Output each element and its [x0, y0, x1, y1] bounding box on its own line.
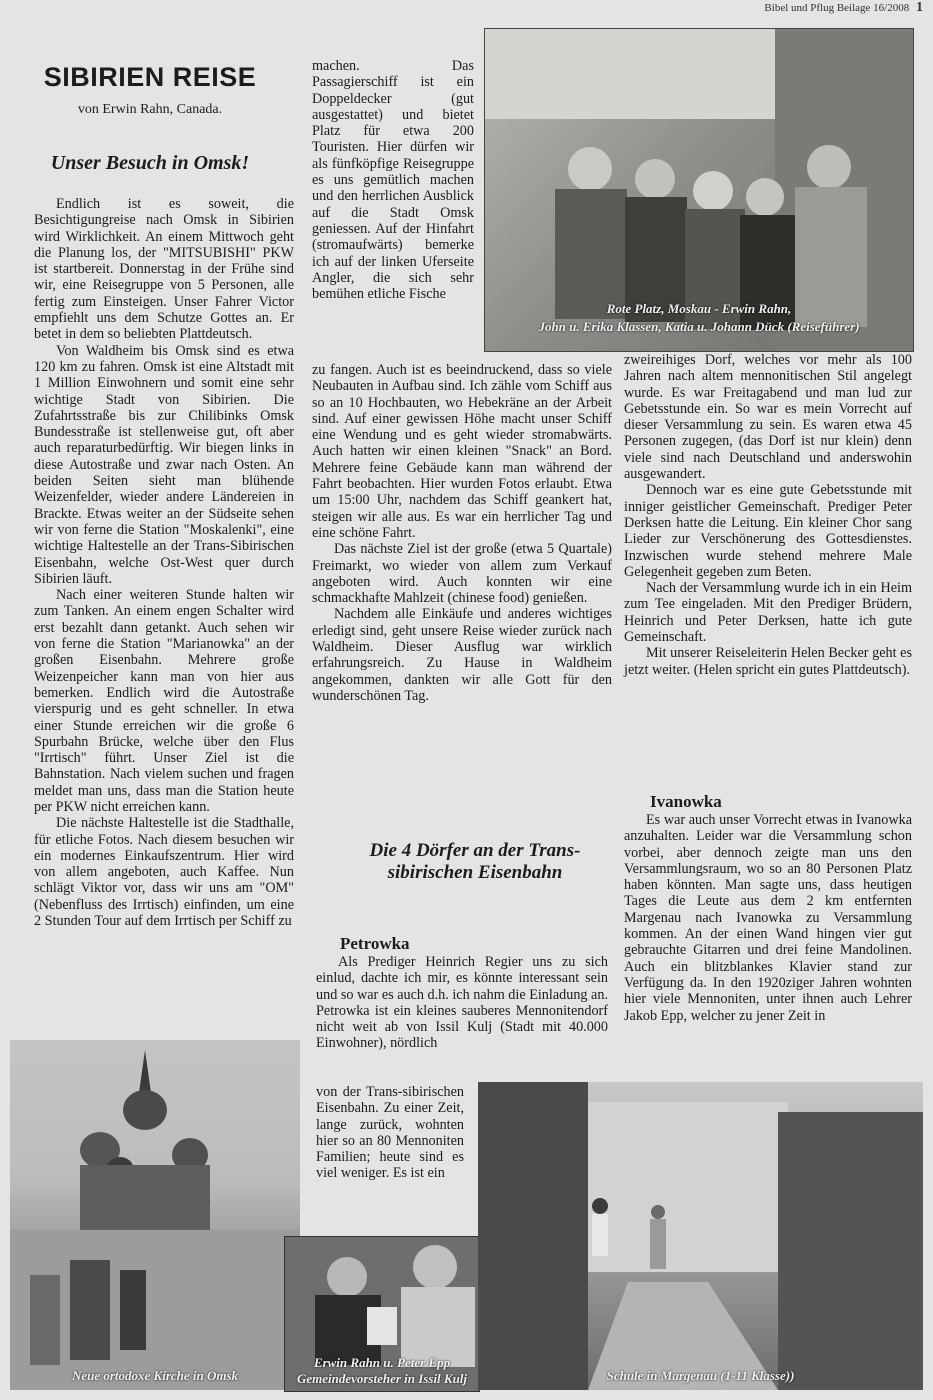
publication-name: Bibel und Pflug Beilage 16/2008 [764, 2, 910, 14]
paragraph: Die nächste Haltestelle ist die Stadthalle, für etliche Fotos. Nach diesem besuchen wir ein modernes Einkaufszentrum. Hier wird von allem angeboten, auch Kaffee. Nun schlägt Viktor vor, dass wir uns am "OM" (Nebenfluss des Irrtisch) einfinden, um eine 2 Stunden Tour auf dem Irrtisch per Schiff zu [34, 815, 294, 930]
heading-ivanowka: Ivanowka [650, 792, 722, 811]
petrowka-text-b [316, 1084, 464, 1182]
article-title: SIBIRIEN REISE [43, 62, 257, 92]
church-photo-shapes [10, 1040, 300, 1390]
paragraph: von der Trans-sibirischen Eisenbahn. Zu einer Zeit, lange zurück, wohnten hier so an 80 Mennoniten Familien; heute sind es viel weniger. Es ist ein [316, 1084, 464, 1182]
moscow-caption-line-1: Rote Platz, Moskau - Erwin Rahn, [606, 301, 792, 316]
article-byline: von Erwin Rahn, Canada. [77, 102, 223, 117]
paragraph: Es war auch unser Vorrecht etwas in Ivanowka anzuhalten. Leider war die Versammlung schon vorbei, aber dennoch zeigte man uns den Versammlungsraum, wo so an 80 Personen Platz haben könnten. Man sagte uns, dass heutigen Tages die Leute aus dem 2 km entfernten Margenau nach Ivanowka zu Versammlung kommen. An der einen Wand hingen vier gut gebrauchte Gitarren und drei feine Mandolinen. Auch ein blitzblankes Klavier stand zur Verfügung da. In den 1920ziger Jahren wohnten hier viele Mennoniten, unter ihnen auch Lehrer Jakob Epp, welcher zu jener Zeit in [624, 812, 912, 1024]
page-number: 1 [916, 0, 923, 15]
paragraph: Als Prediger Heinrich Regier uns zu sich einlud, dachte ich mir, es könnte interessant sein und so war es auch d.h. ich nahm die Einladung an. Petrowka ist ein kleines sauberes Mennonitendorf nicht weit ab von Issil Kulj (Stadt mit 40.000 Einwohner), nördlich [316, 954, 608, 1052]
column-2-middle [312, 362, 612, 704]
section-heading-omsk: Unser Besuch in Omsk! [50, 152, 250, 174]
page-header [764, 0, 923, 16]
paragraph: Endlich ist es soweit, die Besichtigungreise nach Omsk in Sibirien wird Wirklichkeit. An einem Mittwoch geht die Planung los, der "MITSUBISHI" PKW ist startbereit. Donnerstag in der Frühe sind wir, eine Reisegruppe von 5 Personen, alle fertig zum Einsteigen. Unser Fahrer Victor empfiehlt uns dem Schutze Gottes an. Er betet in dem so beliebten Plattdeutsch. [34, 196, 294, 343]
heading-petrowka: Petrowka [340, 934, 410, 953]
moscow-group-photo [484, 28, 914, 352]
section-heading-villages: Die 4 Dörfer an der Trans-sibirischen Eisenbahn [369, 840, 581, 883]
paragraph: zweireihiges Dorf, welches vor mehr als 100 Jahren nach altem mennonitischen Stil angelegt wurde. Es war Freitagabend und man lud zur Gebetsstunde ein. So war es mein Vorrecht auf dieser Versammlung zu sein. Es waren etwa 45 Personen zugegen, (das Dorf ist nur klein) denn viele sind nach Deutschland und anderswohin ausgewandert. [624, 352, 912, 483]
paragraph: Dennoch war es eine gute Gebetsstunde mit inniger geistlicher Gemeinschaft. Prediger Peter Derksen hatte die Leitung. Ein kleiner Chor sang Lieder zur Verschönerung des Gottesdienstes. Inzwischen wurde stehend mehrere Male Gelegenheit gegeben zum Beten. [624, 482, 912, 580]
paragraph: Mit unserer Reiseleiterin Helen Becker geht es jetzt weiter. (Helen spricht ein gutes Plattdeutsch). [624, 645, 912, 678]
epp-caption-line-1: Erwin Rahn u. Peter Epp [313, 1355, 451, 1370]
epp-photo [284, 1236, 480, 1392]
epp-caption-line-2: Gemeindevorsteher in Issil Kulj [296, 1371, 468, 1386]
paragraph: Das nächste Ziel ist der große (etwa 5 Quartale) Freimarkt, wo wieder von allem zum Verkauf angeboten wird. Auch konnten wir eine schmackhafte Mahlzeit (chinese food) genießen. [312, 541, 612, 607]
school-caption: Schule in Margenau (1-11 Klasse)) [606, 1368, 795, 1383]
paragraph: zu fangen. Auch ist es beeindruckend, dass so viele Neubauten in Aufbau sind. Ich zähle vom Schiff aus so an 10 Hochbauten, wo Hebekräne an der Arbeit sind. Auf einer gewissen Höhe macht unser Schiff eine Wendung und es geht wieder stromabwärts. Auch hatten wir einen kleinen "Snack" an Bord. Mehrere feine Gebäude kann man während der Fahrt beobachten. Hier wurden Fotos erlaubt. Etwa um 15:00 Uhr, nachdem das Schiff geankert hat, steigen wir alle aus. Es war ein herrlicher Tag und eine schöne Fahrt. [312, 362, 612, 541]
moscow-caption-line-2: John u. Erika Klassen, Katia u. Johann Dück (Reiseführer) [538, 319, 860, 334]
column-3 [624, 352, 912, 678]
paragraph: Nachdem alle Einkäufe und anderes wichtiges erledigt sind, geht unsere Reise wieder zurück nach Waldheim. Dieser Ausflug war wirklich erfahrungsreich. Zu Hause in Waldheim angekommen, dankten wir alle Gott für den wunderschönen Tag. [312, 606, 612, 704]
school-photo-shapes [478, 1082, 923, 1390]
church-photo [10, 1040, 300, 1390]
column-1 [34, 196, 294, 929]
paragraph: machen. Das Passagierschiff ist ein Doppeldecker (gut ausgestattet) und bietet Platz für etwa 200 Touristen. Hier dürfen wir als fünfköpfige Reisegruppe es uns gemütlich machen und den herrlichen Ausblick auf die Stadt Omsk geniessen. Auf der Hinfahrt (stromaufwärts) bemerke ich auf der linken Uferseite Angler, die sich sehr bemühen etliche Fische [312, 58, 474, 303]
ivanowka-text [624, 812, 912, 1024]
church-caption: Neue ortodoxe Kirche in Omsk [71, 1368, 239, 1383]
paragraph: Von Waldheim bis Omsk sind es etwa 120 km zu fahren. Omsk ist eine Altstadt mit 1 Million Einwohnern und somit eine sehr wichtige Stadt von Sibirien. Die Zufahrtsstraße bis zur Chilibinks Omsk Bundesstraße ist stellenweise gut, oft aber auch reparaturbedürftig. Wir biegen links in diese Autostraße und zwar nach Osten. An beiden Seiten sieht man blühende Weizenfelder, wieder andere Ländereien in Brackte. Etwas weiter an der Südseite sehen wir von ferne die Station "Moskalenki", eine wichtige Haltestelle an der Trans-Sibirischen Eisenbahn, welche Ost-West quer durch Sibirien läuft. [34, 342, 294, 587]
column-2-top [312, 58, 474, 302]
paragraph: Nach einer weiteren Stunde halten wir zum Tanken. An einem engen Schalter wird erst bezahlt dann getankt. Auch sehen wir von ferne die Station "Marianowka" an der großen Eisenbahn. Mehrere große Weizenpeicher kann man von hier aus bemerken. Endlich wird die Autostraße vierspurig und es geht schneller. In etwa einer Stunde erreichen wir die große 6 Spurbahn Brücke, welche über den Flus "Irrtisch" führt. Unser Ziel ist die Bahnstation. Nach vielem suchen und fragen meldet man uns, dass man die Station heute per PKW nicht erreichen kann. [34, 587, 294, 815]
petrowka-text-a [316, 954, 608, 1052]
paragraph: Nach der Versammlung wurde ich in ein Heim zum Tee eingeladen. Mit den Prediger Brüdern, Heinrich und Peter Derksen, hatte ich gute Gemeinschaft. [624, 580, 912, 646]
school-photo [478, 1082, 923, 1390]
